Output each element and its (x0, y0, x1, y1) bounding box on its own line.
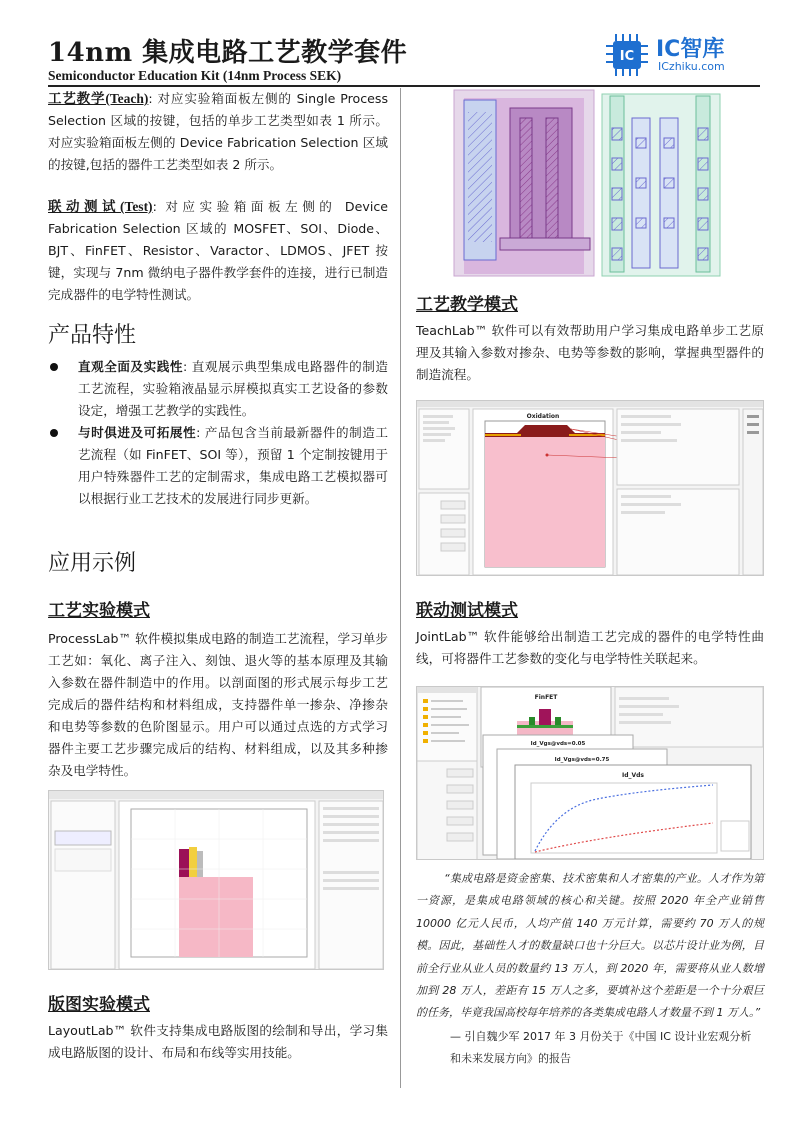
process-paragraph: ProcessLab™ 软件模拟集成电路的制造工艺流程，学习单步工艺如：氧化、离子注入、刻蚀、退火等的基本原理及其输入参数在器件制造中的作用。以剖面图的形式展示每步工艺完成后的器件结构和材料组成，支持器件单一掺杂、净掺杂和电势等参数的色阶图显示。用户可以通过点选的方式学习器件主要工艺步骤完成后的结构、材料组成，以及其多种掺杂及电学特性。 (48, 631, 388, 778)
joint-mode-heading: 联动测试模式 (416, 601, 518, 621)
page-title: 14nm 集成电路工艺教学套件 (48, 38, 408, 68)
test-paragraph (48, 196, 388, 306)
apps-heading: 应用示例 (48, 551, 137, 576)
quote-block: “集成电路是资金密集、技术密集和人才密集的产业。人才作为第一资源，是集成电路领域的核心和关键。按照 2020 年全产业销售 10000 亿元人民币，人均产值 140 万元计算，需要约 70 万人的规模。因此，基础性人才的数量缺口也十分巨大。以芯片设计业为例，目前全行业从业人员的数量约 13 万人，到 2020 年，需要将从业人数增加到 28 万人，差距有 15 万人之多，要填补这个差距是一个十分艰巨的任务，毕竟我国高校每年培养的各类集成电路人才数量不到 1 万人。” (416, 872, 764, 1020)
teachlab-screenshot (416, 400, 764, 576)
column-divider (400, 88, 401, 1088)
teach-mode-heading: 工艺教学模式 (416, 295, 518, 315)
feature-item (48, 422, 388, 510)
teach-paragraph (48, 88, 388, 176)
teachlab-illustration (417, 401, 764, 576)
layout-heading: 版图实验模式 (48, 995, 150, 1015)
joint-mode-paragraph: JointLab™ 软件能够给出制造工艺完成的器件的电学特性曲线，可将器件工艺参数的变化与电学特性关联起来。 (416, 629, 764, 666)
ic-zhiku-logo (604, 30, 764, 80)
header-rule (48, 85, 760, 87)
joint-window-idvgs-a: Id_Vgs@vds=0.05 (530, 741, 586, 747)
layout-paragraph: LayoutLab™ 软件支持集成电路版图的绘制和导出，学习集成电路版图的设计、布局和布线等实用技能。 (48, 1023, 388, 1060)
layout-screenshot (450, 88, 726, 278)
bullet-dot (50, 429, 58, 437)
page-subtitle: Semiconductor Education Kit (14nm Process SEK) (48, 68, 342, 83)
test-lead: 联动测试(Test) (48, 199, 153, 214)
quote-citation: — 引自魏少军 2017 年 3 月份关于《中国 IC 设计业宏观分析和未来发展方向》的报告 (450, 1030, 752, 1065)
feature-title: 直观全面及实践性 (78, 359, 183, 374)
feature-item (48, 356, 388, 422)
teach-mode-paragraph: TeachLab™ 软件可以有效帮助用户学习集成电路单步工艺原理及其输入参数对掺杂、电势等参数的影响，掌握典型器件的制造流程。 (416, 323, 764, 382)
teach-plot-title: Oxidation (526, 413, 560, 420)
layout-illustration (450, 88, 726, 278)
logo-brand: IC智库 (656, 37, 725, 62)
processlab-illustration (49, 791, 384, 970)
bullet-dot (50, 363, 58, 371)
teach-text: : 对应实验箱面板左侧的 Single Process Selection 区域的按键，包括的单步工艺类型如表 1 所示。对应实验箱面板左侧的 Device Fabrication Selection 区域的按键,包括的器件工艺类型如表 2 所示。 (48, 91, 388, 172)
feature-title: 与时俱进及可拓展性 (78, 425, 197, 440)
test-text: : 对应实验箱面板左侧的 Device Fabrication Selection 区域的 MOSFET、SOI、Diode、BJT、FinFET、Resistor、Varactor、LDMOS、JFET 按键，实现与 7nm 微纳电子器件教学套件的连接，进行已制造完成器件的电学特性测试。 (48, 199, 388, 302)
process-heading: 工艺实验模式 (48, 601, 150, 621)
chip-label: IC (619, 49, 635, 64)
features-list (48, 356, 388, 510)
joint-window-idvgs-b: Id_Vgs@vds=0.75 (554, 757, 610, 763)
processlab-screenshot (48, 790, 384, 970)
feature-text: : 直观展示典型集成电路器件的制造工艺流程，实验箱液晶显示屏模拟真实工艺设备的参数设定，增强工艺教学的实践性。 (78, 359, 389, 418)
teach-lead: 工艺教学(Teach) (48, 91, 149, 106)
logo-url: ICzhiku.com (658, 60, 725, 73)
joint-window-finfet: FinFET (534, 694, 558, 701)
jointlab-illustration (417, 687, 764, 860)
feature-text: : 产品包含当前最新器件的制造工艺流程（如 FinFET、SOI 等），预留 1 个定制按键用于用户特殊器件工艺的定制需求，集成电路工艺模拟器可以根据行业工艺技术的发展进行同步更新。 (78, 425, 388, 506)
jointlab-screenshot (416, 686, 764, 860)
features-heading: 产品特性 (48, 323, 137, 348)
chip-icon (604, 32, 650, 78)
joint-window-idvds: Id_Vds (621, 772, 645, 779)
